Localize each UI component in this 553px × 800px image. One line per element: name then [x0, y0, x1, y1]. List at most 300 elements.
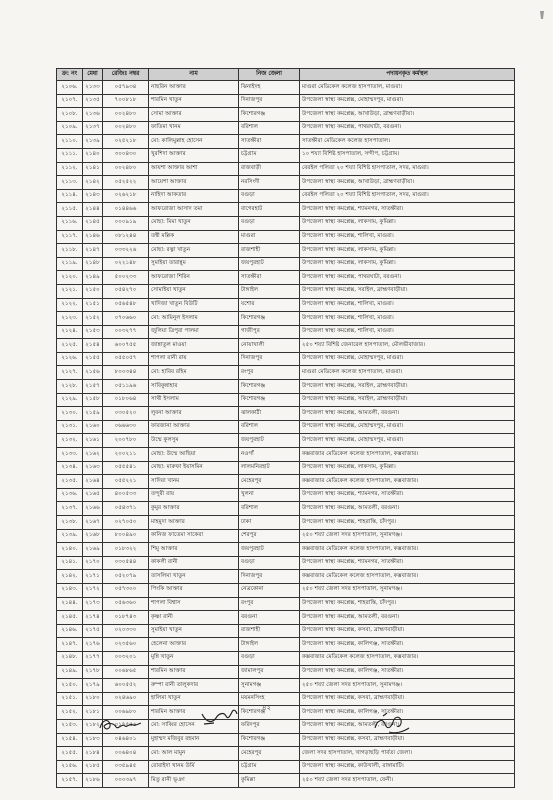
cell-name: সোমাইয়া খাতুন — [149, 284, 239, 298]
table-row — [57, 611, 515, 625]
cell-posting: ২৫০ শয্যা জেলা সদর হাসপাতাল, ফেনী। — [300, 774, 515, 788]
cell-posting: উপজেলা স্বাস্থ্য কমপ্লেক্স, কালিগঞ্জ, সাতক্ষীরা। — [300, 665, 515, 679]
cell-merit: ২১৪৪ — [83, 203, 103, 217]
cell-serial: ২১৩২. — [57, 434, 83, 448]
table-row — [57, 651, 515, 665]
table-row — [57, 203, 515, 217]
cell-home-district: মেহেরপুর — [239, 475, 300, 489]
cell-merit: ২১৪৭ — [83, 244, 103, 258]
signature-middle — [196, 704, 246, 730]
cell-home-district: বরিশাল — [239, 502, 300, 516]
cell-posting: বেরইল পলিতা ২০ শয্যা বিশিষ্ট হাসপাতাল, সদর, মাগুরা। — [300, 162, 515, 176]
cell-serial: ২১১৫. — [57, 203, 83, 217]
cell-serial: ২১১১. — [57, 148, 83, 162]
cell-registration: ০১৮৭৪৩ — [103, 611, 149, 625]
cell-serial: ২১৪৩. — [57, 583, 83, 597]
cell-home-district: চট্টগ্রাম — [239, 760, 300, 774]
cell-serial: ২১০৭. — [57, 94, 83, 108]
table-row — [57, 380, 515, 394]
cell-serial: ২১১০. — [57, 135, 83, 149]
cell-merit: ২১৬৮ — [83, 529, 103, 543]
cell-posting: উপজেলা স্বাস্থ্য কমপ্লেক্স, শালিখা, মাগুরা। — [300, 312, 515, 326]
cell-serial: ২১৩৫. — [57, 475, 83, 489]
cell-merit: ২১৭৬ — [83, 638, 103, 652]
cell-merit: ২১৬০ — [83, 420, 103, 434]
cell-merit: ২১৪৩ — [83, 189, 103, 203]
cell-registration: ০৮১২৪৪ — [103, 230, 149, 244]
cell-serial: ২১০৬. — [57, 81, 83, 95]
table-row — [57, 257, 515, 271]
cell-merit: ২১৬২ — [83, 448, 103, 462]
cell-name: ফারজানা আক্তার — [149, 420, 239, 434]
table-row — [57, 638, 515, 652]
cell-serial: ২১৩৭. — [57, 502, 83, 516]
cell-home-district: টাঙ্গাইল — [239, 638, 300, 652]
table-row — [57, 121, 515, 135]
table-row — [57, 162, 515, 176]
table-row — [57, 461, 515, 475]
cell-merit: ২১৭৩ — [83, 597, 103, 611]
cell-merit: ২১৭১ — [83, 570, 103, 584]
cell-registration: ০৩০৫৪৪ — [103, 556, 149, 570]
cell-home-district: লালমনিরহাট — [239, 461, 300, 475]
cell-posting: উপজেলা স্বাস্থ্য কমপ্লেক্স, সরাইল, ব্রাহ্মণবাড়ীয়া। — [300, 284, 515, 298]
cell-registration: ০২৫২১৮ — [103, 135, 149, 149]
cell-name: মোছা: রত্না খাতুন — [149, 244, 239, 258]
cell-posting: উপজেলা স্বাস্থ্য কমপ্লেক্স, লাকসাম, কুমিল্লা। — [300, 216, 515, 230]
cell-registration: ৭০০৮১৮ — [103, 94, 149, 108]
cell-posting: উপজেলা স্বাস্থ্য কমপ্লেক্স, শালিখা, মাগুরা। — [300, 298, 515, 312]
cell-name: কুমুর আক্তার — [149, 502, 239, 516]
signature-right — [369, 710, 415, 740]
table-row — [57, 502, 515, 516]
cell-serial: ২১৫২. — [57, 706, 83, 720]
cell-serial: ২১২৮. — [57, 380, 83, 394]
cell-name: উম্মে কুলসুম — [149, 434, 239, 448]
cell-serial: ২১২৪. — [57, 325, 83, 339]
cell-merit: ২১৪২ — [83, 176, 103, 190]
cell-serial: ২১৩৮. — [57, 516, 83, 530]
cell-posting: উপজেলা স্বাস্থ্য কমপ্লেক্স, লাকসাম, কুমিল্লা। — [300, 461, 515, 475]
cell-home-district: শেরপুর — [239, 529, 300, 543]
cell-registration: ০২৩৫৬০ — [103, 638, 149, 652]
cell-registration: ০১৮০৬৪ — [103, 393, 149, 407]
cell-posting: ১০ শয্যা বিশিষ্ট হাসপাতাল, সন্দীপ, চট্টগ্রাম। — [300, 148, 515, 162]
cell-merit: ২১৮৪ — [83, 747, 103, 761]
cell-serial: ২১৫৩. — [57, 719, 83, 733]
cell-registration: ৮০০৪৯০ — [103, 529, 149, 543]
cell-home-district: কুমিল্লা — [239, 774, 300, 788]
cell-name: মোছা: উম্মে আছিয়া — [149, 448, 239, 462]
table-row — [57, 312, 515, 326]
cell-name: নাছরিন আক্তার — [149, 81, 239, 95]
cell-home-district: রংপুর — [239, 597, 300, 611]
cell-serial: ২১৪৪. — [57, 597, 83, 611]
cell-merit: ২১৩৩ — [83, 81, 103, 95]
cell-merit: ২১৫৩ — [83, 325, 103, 339]
table-row — [57, 189, 515, 203]
cell-posting: উপজেলা স্বাস্থ্য কমপ্লেক্স, মোহাম্মদপুর, মাগুরা। — [300, 352, 515, 366]
cell-home-district: বরিশাল — [239, 420, 300, 434]
cell-registration: ০১৭৫৫৬ — [103, 719, 149, 733]
cell-registration: ০৩৩২২৬ — [103, 244, 149, 258]
cell-serial: ২১১৬. — [57, 216, 83, 230]
header-posting: পদায়নকৃত কর্মস্থল — [300, 69, 515, 81]
cell-registration: ৪০০৫৩৩ — [103, 488, 149, 502]
table-row — [57, 148, 515, 162]
cell-registration: ০০৬৪০৪ — [103, 747, 149, 761]
cell-posting: উপজেলা স্বাস্থ্য কমপ্লেক্স, মোহাম্মদপুর, মাগুরা। — [300, 434, 515, 448]
cell-serial: ২১৪১. — [57, 556, 83, 570]
table-row — [57, 774, 515, 788]
cell-registration: ০০৩২৭৭ — [103, 325, 149, 339]
cell-name: রুম্পা রানী তালুকদার — [149, 679, 239, 693]
cell-posting: কক্সবাজার মেডিকেল কলেজ হাসপাতাল, কক্সবাজার। — [300, 570, 515, 584]
cell-registration: ০৫২৫২২ — [103, 176, 149, 190]
cell-posting: উপজেলা স্বাস্থ্য কমপ্লেক্স, আমতলী, বরগুনা। — [300, 407, 515, 421]
table-row — [57, 366, 515, 380]
cell-registration: ০৫৫৫৪১ — [103, 461, 149, 475]
cell-home-district: মেহেরপুর — [239, 747, 300, 761]
cell-merit: ২১৫৯ — [83, 407, 103, 421]
cell-merit: ২১৭৯ — [83, 679, 103, 693]
cell-home-district: দিনাজপুর — [239, 570, 300, 584]
cell-serial: ২১৪৯. — [57, 665, 83, 679]
cell-posting: ২৫০ শয্যা জেলা সদর হাসপাতাল, সুনামগঞ্জ। — [300, 529, 515, 543]
cell-name: কাকলী রানী — [149, 556, 239, 570]
table-row — [57, 679, 515, 693]
table-row — [57, 244, 515, 258]
cell-name: হেলেনা আক্তার — [149, 638, 239, 652]
table-row — [57, 230, 515, 244]
cell-merit: ২১৩৯ — [83, 135, 103, 149]
cell-merit: ২১৮২ — [83, 719, 103, 733]
cell-merit: ২১৮৬ — [83, 774, 103, 788]
cell-serial: ২১৫৪. — [57, 733, 83, 747]
cell-registration: ৬০০৫৫২ — [103, 679, 149, 693]
cell-name: আয়েশা আক্তার — [149, 176, 239, 190]
cell-serial: ২১২৬. — [57, 352, 83, 366]
cell-name: মো: সাব্বির হোসেন — [149, 719, 239, 733]
cell-name: তাসলিমা খাতুন — [149, 570, 239, 584]
cell-merit: ২১৪১ — [83, 162, 103, 176]
cell-merit: ২১৮৫ — [83, 760, 103, 774]
cell-registration: ০৭০৬৬০ — [103, 312, 149, 326]
header-registration: রেজিঃ নম্বর — [103, 69, 149, 81]
cell-merit: ২১৩৬ — [83, 108, 103, 122]
cell-merit: ২১৬৫ — [83, 488, 103, 502]
cell-home-district: কিশোরগঞ্জ — [239, 733, 300, 747]
cell-posting: কক্সবাজার মেডিকেল কলেজ হাসপাতাল, কক্সবাজার। — [300, 543, 515, 557]
cell-serial: ২১৪৬. — [57, 624, 83, 638]
cell-name: খুরশিদা আক্তার — [149, 148, 239, 162]
table-row — [57, 543, 515, 557]
cell-home-district: সাতক্ষীরা — [239, 271, 300, 285]
cell-posting: উপজেলা স্বাস্থ্য কমপ্লেক্স, কসবা, ব্রাহ্মণবাড়ীয়া। — [300, 624, 515, 638]
cell-home-district: বগুড়া — [239, 651, 300, 665]
cell-home-district: টাঙ্গাইল — [239, 284, 300, 298]
cell-posting: বেরইল পলিতা ২০ শয্যা বিশিষ্ট হাসপাতাল, সদর, মাগুরা। — [300, 189, 515, 203]
cell-home-district: বাগেরহাট — [239, 203, 300, 217]
cell-registration: ০৫৪৩৭১ — [103, 502, 149, 516]
cell-serial: ২১০৮. — [57, 108, 83, 122]
cell-posting: উপজেলা স্বাস্থ্য কমপ্লেক্স, আমতলী, বরগুনা। — [300, 611, 515, 625]
cell-merit: ২১৬৯ — [83, 543, 103, 557]
cell-registration: ৬০০৭৫৫ — [103, 339, 149, 353]
cell-registration: ০৩০৫২০ — [103, 407, 149, 421]
table-header — [57, 69, 515, 81]
cell-posting: জেলা সদর হাসপাতাল, খাগড়াছড়ি পার্বত্য জেলা। — [300, 747, 515, 761]
cell-name: সাদিয়া খানম — [149, 475, 239, 489]
cell-serial: ২১৩৯. — [57, 529, 83, 543]
cell-home-district: জয়পুরহাট — [239, 257, 300, 271]
cell-registration: ৮০০৩৪৪ — [103, 366, 149, 380]
cell-posting: উপজেলা স্বাস্থ্য কমপ্লেক্স, শ্যামনগর, সাতক্ষীরা। — [300, 203, 515, 217]
cell-name: শারমিন আক্তার — [149, 665, 239, 679]
cell-posting: উপজেলা স্বাস্থ্য কমপ্লেক্স, শ্যামনগর, সাতক্ষীরা। — [300, 556, 515, 570]
cell-merit: ২১৭৫ — [83, 624, 103, 638]
cell-registration: ০৫৭৩০০ — [103, 583, 149, 597]
cell-posting: উপজেলা স্বাস্থ্য কমপ্লেক্স, সরাইল, ব্রাহ্মণবাড়ীয়া। — [300, 380, 515, 394]
cell-merit: ২১৫৬ — [83, 366, 103, 380]
table-row — [57, 583, 515, 597]
cell-home-district: কিশোরগঞ্জ — [239, 108, 300, 122]
cell-home-district: রাজবাড়ী — [239, 162, 300, 176]
cell-name: শারমিন খাতুন — [149, 94, 239, 108]
corner-scan-mark — [539, 10, 545, 20]
cell-serial: ২১১২. — [57, 162, 83, 176]
cell-home-district: নোয়াখালী — [239, 339, 300, 353]
cell-serial: ২১২৩. — [57, 312, 83, 326]
cell-home-district: জয়পুরহাট — [239, 434, 300, 448]
cell-merit: ২১৩৫ — [83, 94, 103, 108]
cell-posting: উপজেলা স্বাস্থ্য কমপ্লেক্স, লাকসাম, কুমিল্লা। — [300, 257, 515, 271]
cell-posting: উপজেলা স্বাস্থ্য কমপ্লেক্স, কাউখালী, রাঙ্গামাটি। — [300, 760, 515, 774]
cell-registration: ০৫২০৭৯ — [103, 570, 149, 584]
cell-merit: ২১৭২ — [83, 583, 103, 597]
cell-serial: ২১৩৩. — [57, 448, 83, 462]
cell-name: জান্নাতুল মাওয়া — [149, 339, 239, 353]
cell-merit: ২১৬৭ — [83, 516, 103, 530]
cell-home-district: চট্টগ্রাম — [239, 148, 300, 162]
cell-home-district: কিশোরগঞ্জ — [239, 312, 300, 326]
cell-home-district: দিনাজপুর — [239, 94, 300, 108]
cell-serial: ২১২১. — [57, 284, 83, 298]
cell-registration: ০৪৬৪০১ — [103, 733, 149, 747]
cell-posting: উপজেলা স্বাস্থ্য কমপ্লেক্স, সরাইল, ব্রাহ্মণবাড়ীয়া। — [300, 393, 515, 407]
cell-registration: ০৫৫২২১ — [103, 475, 149, 489]
cell-posting: উপজেলা স্বাস্থ্য কমপ্লেক্স, লাকসাম, কুমিল্লা। — [300, 244, 515, 258]
cell-registration: ০২৭০৫০ — [103, 516, 149, 530]
cell-registration: ৫০০২৩৩ — [103, 271, 149, 285]
table-row — [57, 298, 515, 312]
cell-registration: ০০৬৮৬৫ — [103, 665, 149, 679]
table-row — [57, 665, 515, 679]
cell-home-district: যশোর — [239, 298, 300, 312]
cell-name: শারমিন আক্তার — [149, 706, 239, 720]
cell-posting: উপজেলা স্বাস্থ্য কমপ্লেক্স, শালিখা, মাগুরা। — [300, 325, 515, 339]
cell-serial: ২১৫১. — [57, 692, 83, 706]
cell-merit: ২১৮১ — [83, 706, 103, 720]
cell-name: লুবনা আক্তার — [149, 407, 239, 421]
table-row — [57, 434, 515, 448]
cell-home-district: নওগাঁ — [239, 448, 300, 462]
cell-merit: ২১৪০ — [83, 148, 103, 162]
cell-name: ফাতিমা খানম — [149, 121, 239, 135]
cell-posting: মাগুরা মেডিকেল কলেজ হাসপাতাল, মাগুরা। — [300, 366, 515, 380]
cell-home-district: কিশোরগঞ্জ — [239, 380, 300, 394]
cell-posting: উপজেলা স্বাস্থ্য কমপ্লেক্স, কসবা, ব্রাহ্মণবাড়ীয়া। — [300, 692, 515, 706]
table-row — [57, 597, 515, 611]
cell-serial: ২১৪০. — [57, 543, 83, 557]
cell-name: শাপলা বিশ্বাস — [149, 597, 239, 611]
cell-registration: ০৩৫৯৪৫ — [103, 760, 149, 774]
cell-home-district: বরিশাল — [239, 121, 300, 135]
cell-name: জুলিয়া ত্রিপুরা পালমা — [149, 325, 239, 339]
table-row — [57, 420, 515, 434]
cell-posting: কক্সবাজার মেডিকেল কলেজ হাসপাতাল, কক্সবাজার। — [300, 448, 515, 462]
cell-home-district: দিনাজপুর — [239, 352, 300, 366]
cell-serial: ২১৫৭. — [57, 774, 83, 788]
cell-merit: ২১৪৬ — [83, 230, 103, 244]
cell-merit: ২১৩৭ — [83, 121, 103, 135]
table-row — [57, 352, 515, 366]
cell-serial: ২১১৭. — [57, 230, 83, 244]
cell-name: মুন্নি খাতুন — [149, 651, 239, 665]
cell-home-district: বগুড়া — [239, 556, 300, 570]
cell-registration: ০২৬২১৮ — [103, 189, 149, 203]
cell-merit: ২১৫৫ — [83, 352, 103, 366]
table-row — [57, 475, 515, 489]
cell-home-district: কিশোরগঞ্জ — [239, 393, 300, 407]
cell-merit: ২১৭৭ — [83, 651, 103, 665]
cell-home-district: ঢাকা — [239, 516, 300, 530]
table-body — [57, 81, 515, 788]
cell-serial: ২১৩৪. — [57, 461, 83, 475]
cell-name: শিমু আক্তার — [149, 543, 239, 557]
table-row — [57, 747, 515, 761]
cell-posting: উপজেলা স্বাস্থ্য কমপ্লেক্স, কসবা, ব্রাহ্মণবাড়ীয়া। — [300, 733, 515, 747]
cell-merit: ২১৫৭ — [83, 380, 103, 394]
cell-home-district: ঝিনাইদহ — [239, 81, 300, 95]
cell-name: রোবাইদা খানম উর্মি — [149, 760, 239, 774]
cell-name: শাপলা রানী রায় — [149, 352, 239, 366]
cell-registration: ০৫৬৩৬০ — [103, 597, 149, 611]
table-row — [57, 94, 515, 108]
cell-serial: ২১২০. — [57, 271, 83, 285]
cell-registration: ০১৪৪৬৬ — [103, 203, 149, 217]
cell-registration: ০০৬৯৮০ — [103, 706, 149, 720]
table-row — [57, 407, 515, 421]
cell-serial: ২১১৩. — [57, 176, 83, 190]
cell-name: কানিজ ফাতেমা সাকেরা — [149, 529, 239, 543]
cell-serial: ২১৪৮. — [57, 651, 83, 665]
cell-name: মিতু রানী ভূঞা — [149, 774, 239, 788]
header-name: নাম — [149, 69, 239, 81]
cell-home-district: রংপুর — [239, 366, 300, 380]
cell-posting: উপজেলা স্বাস্থ্য কমপ্লেক্স, শাহরাস্তি, চাঁদপুর। — [300, 597, 515, 611]
cell-posting: ২৫০ শয্যা জেলা সদর হাসপাতাল, সুনামগঞ্জ। — [300, 583, 515, 597]
table-row — [57, 216, 515, 230]
cell-serial: ২১০৯. — [57, 121, 83, 135]
cell-merit: ২১৮০ — [83, 692, 103, 706]
cell-name: পিংকি আক্তার — [149, 583, 239, 597]
cell-posting: কক্সবাজার মেডিকেল কলেজ হাসপাতাল, কক্সবাজার। — [300, 475, 515, 489]
cell-name: কৃষ্ণা রানী — [149, 611, 239, 625]
table-row — [57, 556, 515, 570]
cell-name: নাহিদা আকতার — [149, 189, 239, 203]
cell-home-district: বগুড়া — [239, 189, 300, 203]
cell-home-district: জয়পুরহাট — [239, 543, 300, 557]
cell-home-district: ঝালকাঠী — [239, 407, 300, 421]
cell-registration: ০১৮৩২২ — [103, 543, 149, 557]
cell-name: তন্বী মল্লিক — [149, 230, 239, 244]
cell-name: আফরোজা আসাদ তমা — [149, 203, 239, 217]
cell-posting: উপজেলা স্বাস্থ্য কমপ্লেক্স, মোহাম্মদপুর, মাগুরা। — [300, 94, 515, 108]
table-row — [57, 393, 515, 407]
table-row — [57, 271, 515, 285]
cell-merit: ২১৬৬ — [83, 502, 103, 516]
cell-name: সুমাইয়া খাতুন — [149, 624, 239, 638]
cell-serial: ২১১৯. — [57, 257, 83, 271]
cell-merit: ২১৬১ — [83, 434, 103, 448]
cell-registration: ০০৩২০১ — [103, 651, 149, 665]
cell-serial: ২১১৪. — [57, 189, 83, 203]
cell-merit: ২১৬৩ — [83, 461, 103, 475]
cell-registration: ০০২৪৮০ — [103, 162, 149, 176]
cell-home-district: সাতক্ষীরা — [239, 135, 300, 149]
cell-posting: ২৫০ শয্যা বিশিষ্ট জেনারেল হাসপাতাল, মৌলভীবাজার। — [300, 339, 515, 353]
cell-home-district: জামালপুর — [239, 665, 300, 679]
cell-registration: ০০০৩৯৭ — [103, 774, 149, 788]
cell-name: সুমাইয়া তারান্নুম — [149, 257, 239, 271]
cell-serial: ২১২৫. — [57, 339, 83, 353]
cell-home-district: মাগুরা — [239, 230, 300, 244]
cell-registration: ০০২৪৮০ — [103, 121, 149, 135]
cell-merit: ২১৭৮ — [83, 665, 103, 679]
cell-registration: ০৫৭৯৩৪ — [103, 81, 149, 95]
cell-name: মো: কালিমুল্লাহ হোসেন — [149, 135, 239, 149]
cell-registration: ০৫৪২৭০ — [103, 284, 149, 298]
cell-name: মোছা: মারুফা ইয়াসমিন — [149, 461, 239, 475]
cell-serial: ২১৪৫. — [57, 611, 83, 625]
cell-home-district: ফরিদপুর — [239, 719, 300, 733]
table-row — [57, 488, 515, 502]
cell-registration: ২০০২১১ — [103, 448, 149, 462]
cell-posting: উপজেলা স্বাস্থ্য কমপ্লেক্স, পাথরঘাটা, বরগুনা। — [300, 121, 515, 135]
cell-serial: ২১৩১. — [57, 420, 83, 434]
cell-home-district: রাজশাহী — [239, 244, 300, 258]
cell-serial: ২১৪৭. — [57, 638, 83, 652]
cell-merit: ২১৫২ — [83, 312, 103, 326]
cell-registration: ২০০৭৮০ — [103, 434, 149, 448]
cell-posting: উপজেলা স্বাস্থ্য কমপ্লেক্স, কালিগঞ্জ, সাতক্ষীরা। — [300, 706, 515, 720]
cell-merit: ২১৫০ — [83, 284, 103, 298]
table-row — [57, 81, 515, 95]
cell-posting: উপজেলা স্বাস্থ্য কমপ্লেক্স, কালিগঞ্জ, সাতক্ষীরা। — [300, 638, 515, 652]
cell-home-district: বগুড়া — [239, 216, 300, 230]
cell-registration: ০২০৩৩০ — [103, 624, 149, 638]
cell-posting: সাতক্ষীরা মেডিকেল কলেজ হাসপাতাল। — [300, 135, 515, 149]
posting-table — [56, 68, 515, 788]
cell-merit: ২১৫১ — [83, 298, 103, 312]
page-number: ৪২ — [262, 704, 272, 712]
signature-left — [96, 714, 146, 736]
cell-serial: ২১৫৫. — [57, 747, 83, 761]
cell-registration: ৩০০৪৩০ — [103, 148, 149, 162]
header-home-district: নিজ জেলা — [239, 69, 300, 81]
header-row — [57, 69, 515, 81]
